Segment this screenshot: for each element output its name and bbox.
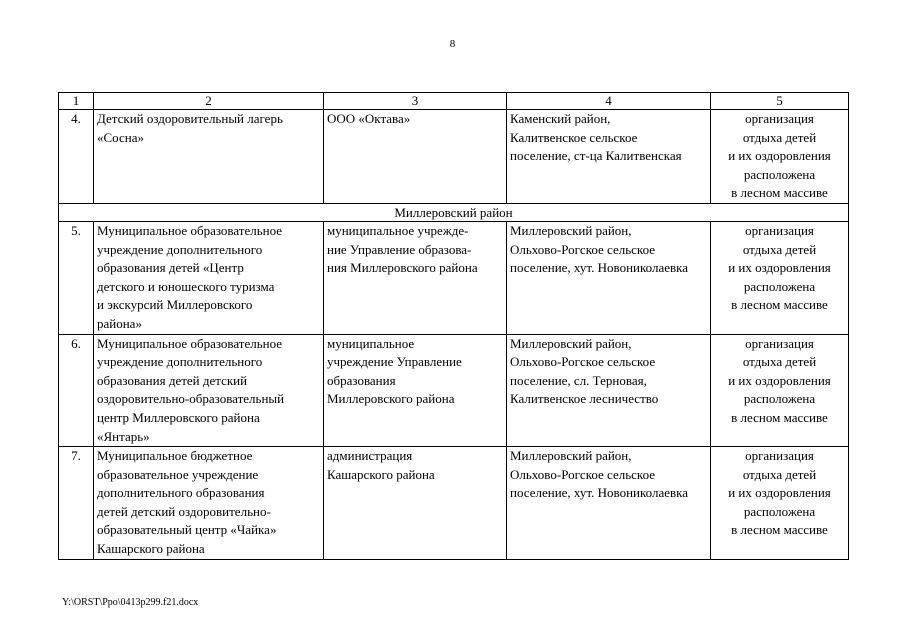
header-col-5: 5 [711, 93, 849, 110]
text-line: Детский оздоровительный лагерь [97, 111, 283, 126]
text-line: в лесном массиве [731, 409, 828, 425]
location-cell [507, 334, 711, 447]
organization-cell [324, 334, 507, 447]
row-number: 6. [59, 334, 94, 447]
header-col-2: 2 [94, 93, 324, 110]
text-line: муниципальное учрежде- [327, 222, 469, 238]
text-line: Миллеровский район, [510, 448, 632, 464]
text-line: Калитвенское лесничество [510, 391, 659, 407]
camps-table [58, 92, 849, 560]
row-number: 5. [59, 221, 94, 334]
camp-name-cell [94, 334, 324, 447]
text-line: образовательный центр «Чайка» [97, 522, 277, 538]
organization-cell [324, 221, 507, 334]
text-line: учреждение дополнительного [97, 354, 263, 370]
file-path-footer: Y:\ORST\Ppo\0413p299.f21.docx [62, 597, 199, 608]
text-line: детей детский оздоровительно- [97, 503, 271, 519]
note-cell [711, 447, 849, 560]
text-line: отдыха детей [742, 241, 817, 257]
text-line: в лесном массиве [731, 185, 828, 201]
region-heading: Миллеровский район [59, 203, 849, 221]
camp-name-cell [94, 110, 324, 204]
text-line: Калитвенское сельское [510, 129, 638, 145]
note-cell [711, 221, 849, 334]
location-cell [507, 447, 711, 560]
table-row [59, 334, 849, 447]
table-row [59, 110, 849, 204]
text-line: расположена [743, 391, 816, 407]
location-cell [507, 110, 711, 204]
text-line: поселение, ст-ца Калитвенская [510, 148, 682, 164]
organization-cell [324, 110, 507, 204]
region-row [59, 203, 849, 221]
text-line: дополнительного образования [97, 485, 265, 501]
camp-name-cell [94, 447, 324, 560]
text-line: образования детей детский [97, 372, 248, 388]
text-line: Миллеровский район, [510, 335, 632, 351]
text-line: Муниципальное образовательное [97, 222, 283, 238]
organization-cell [324, 447, 507, 560]
text-line: и их оздоровления [728, 372, 831, 388]
table-row [59, 221, 849, 334]
camp-name-cell [94, 221, 324, 334]
page-number: 8 [449, 38, 456, 50]
text-line: Кашарского района [327, 466, 435, 482]
text-line: учреждение Управление [327, 354, 462, 370]
text-line: организация [745, 111, 814, 126]
text-line: организация [745, 335, 814, 351]
text-line: оздоровительно-образовательный [97, 391, 285, 407]
text-line: района» [97, 315, 142, 331]
text-line: Миллеровский район, [510, 222, 632, 238]
text-line: расположена [743, 278, 816, 294]
text-line: Ольховo-Рогское сельское [510, 354, 656, 370]
text-line: Ольхово-Рогское сельское [510, 466, 655, 482]
note-cell [711, 110, 849, 204]
text-line: ния Миллеровского района [327, 260, 478, 276]
text-line: Муниципальное образовательное [97, 335, 283, 351]
text-line: в лесном массиве [731, 297, 828, 313]
text-line: в лесном массиве [731, 522, 828, 538]
text-line: детского и юношеского туризма [97, 278, 275, 294]
text-line: организация [745, 222, 814, 238]
text-line: и экскурсий Миллеровского [97, 297, 253, 313]
text-line: отдыха детей [742, 129, 817, 145]
text-line: отдыха детей [742, 466, 817, 482]
text-line: Ольхово-Рогское сельское [510, 241, 655, 257]
text-line: образования [327, 372, 396, 388]
text-line: «Сосна» [97, 129, 144, 145]
header-col-1: 1 [59, 93, 94, 110]
text-line: Миллеровского района [327, 391, 455, 407]
header-col-3: 3 [324, 93, 507, 110]
text-line: поселение, хут. Новониколаевка [510, 260, 689, 276]
text-line: образовательное учреждение [97, 466, 259, 482]
text-line: Муниципальное бюджетное [97, 448, 253, 464]
text-line: расположена [743, 503, 816, 519]
text-line: центр Миллеровского района [97, 409, 260, 425]
text-line: ние Управление образова- [327, 241, 472, 257]
text-line: администрация [327, 448, 413, 464]
text-line: Кашарского района [97, 541, 205, 557]
row-number: 7. [59, 447, 94, 560]
table-row [59, 447, 849, 560]
text-line: образования детей «Центр [97, 260, 244, 276]
header-row [59, 93, 849, 110]
text-line: Каменский район, [510, 111, 611, 126]
text-line: отдыха детей [742, 354, 817, 370]
text-line: «Янтарь» [97, 428, 150, 444]
text-line: муниципальное [327, 335, 415, 351]
note-cell [711, 334, 849, 447]
header-col-4: 4 [507, 93, 711, 110]
text-line: и их оздоровления [728, 260, 831, 276]
row-number: 4. [59, 110, 94, 204]
text-line: организация [745, 448, 814, 464]
text-line: поселение, сл. Терновая, [510, 372, 647, 388]
text-line: расположена [743, 166, 816, 182]
text-line: поселение, хут. Новониколаевка [510, 485, 689, 501]
text-line: учреждение дополнительного [97, 241, 263, 257]
text-line: ООО «Октава» [327, 111, 411, 126]
location-cell [507, 221, 711, 334]
text-line: и их оздоровления [728, 485, 831, 501]
text-line: и их оздоровления [728, 148, 831, 164]
